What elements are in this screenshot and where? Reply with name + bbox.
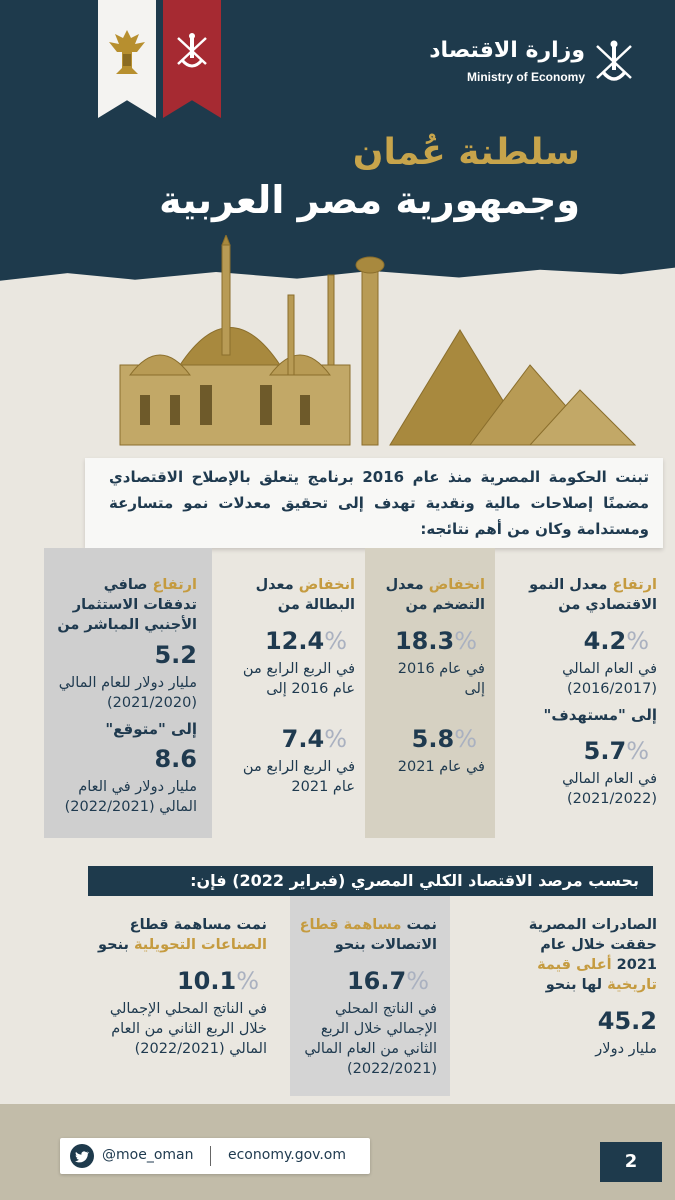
telecom-note: في الناتج المحلي الإجمالي خلال الربع الثاني من العام المالي (2022/2021) [304, 1001, 437, 1077]
growth-value-2: 5.7% [583, 737, 649, 765]
fdi-note-2: مليار دولار في العام المالي (2022/2021) [64, 779, 197, 815]
telecom-value: 16.7% [346, 967, 429, 995]
inflation-note-1: في عام 2016 إلى [397, 661, 485, 697]
percent-sign: % [626, 627, 649, 655]
exports-indicator [507, 915, 657, 1059]
exports-heading: الصادرات المصرية حققت خلال عام 2021 أعلى قيمة تاريخية لها بنحو [528, 917, 657, 993]
growth-target: إلى "مستهدف" [543, 706, 657, 724]
fdi-value-2: 8.6 [154, 745, 197, 773]
growth-note-1: في العام المالي (2016/2017) [562, 661, 657, 697]
ministry-name-en: Ministry of Economy [466, 70, 585, 84]
khanjar-emblem-icon [591, 38, 637, 84]
percent-sign: % [324, 627, 347, 655]
title-oman: سلطنة عُمان [352, 132, 580, 173]
growth-indicator [507, 575, 657, 809]
growth-value-1: 4.2% [583, 627, 649, 655]
exports-value: 45.2 [597, 1007, 657, 1035]
fdi-target: إلى "متوقع" [105, 720, 197, 738]
percent-sign: % [324, 725, 347, 753]
percent-sign: % [406, 967, 429, 995]
social-bar [60, 1138, 370, 1174]
divider [210, 1146, 211, 1166]
intro-card [85, 458, 663, 548]
unemployment-heading: انخفاض معدل البطالة من [255, 577, 355, 613]
fdi-indicator [47, 575, 197, 817]
fdi-value-1: 5.2 [154, 641, 197, 669]
percent-sign: % [626, 737, 649, 765]
manufacturing-value: 10.1% [176, 967, 259, 995]
inflation-value-1: 18.3% [394, 627, 477, 655]
twitter-icon[interactable] [70, 1144, 94, 1168]
intro-text: تبنت الحكومة المصرية منذ عام 2016 برنامج يتعلق بالإصلاح الاقتصادي مضمنًا إصلاحات مالية ونقدية تهدف إلى تحقيق معدلات نمو متسارعة ومستدامة وكان من أهم نتائجه: [109, 468, 649, 538]
inflation-heading: انخفاض معدل التضخم من [385, 577, 485, 613]
observatory-band: بحسب مرصد الاقتصاد الكلي المصري (فبراير 2022) فإن: [88, 866, 653, 896]
percent-sign: % [236, 967, 259, 995]
landmarks-illustration [60, 235, 650, 460]
unemployment-value-2: 7.4% [281, 725, 347, 753]
percent-sign: % [454, 725, 477, 753]
telecom-indicator [299, 915, 437, 1079]
percent-sign: % [454, 627, 477, 655]
page-number: 2 [600, 1142, 662, 1182]
unemployment-note-1: في الربع الرابع من عام 2016 إلى [242, 661, 355, 697]
inflation-indicator [375, 575, 485, 777]
exports-unit: مليار دولار [595, 1041, 657, 1057]
egypt-eagle-icon [108, 28, 146, 76]
manufacturing-note: في الناتج المحلي الإجمالي خلال الربع الثاني من العام المالي (2022/2021) [109, 1001, 267, 1057]
unemployment-note-2: في الربع الرابع من عام 2021 [242, 759, 355, 795]
fdi-note-1: مليار دولار للعام المالي (2021/2020) [58, 675, 197, 711]
ministry-logo [425, 36, 645, 96]
fdi-heading: ارتفاع صافي تدفقات الاستثمار الأجنبي المباشر من [57, 577, 197, 633]
inflation-note-2: في عام 2021 [397, 759, 485, 775]
website-link[interactable]: economy.gov.om [228, 1147, 346, 1163]
unemployment-indicator [225, 575, 355, 797]
manufacturing-heading: نمت مساهمة قطاع الصناعات التحويلية بنحو [98, 917, 267, 953]
twitter-handle[interactable]: @moe_oman [102, 1147, 194, 1163]
growth-heading: ارتفاع معدل النمو الاقتصادي من [529, 577, 657, 613]
manufacturing-indicator [89, 915, 267, 1059]
oman-emblem-icon [172, 30, 212, 70]
growth-note-2: في العام المالي (2021/2022) [562, 771, 657, 807]
title-egypt: وجمهورية مصر العربية [159, 178, 580, 222]
unemployment-value-1: 12.4% [264, 627, 347, 655]
telecom-heading: نمت مساهمة قطاع الاتصالات بنحو [299, 917, 437, 953]
ministry-name-ar: وزارة الاقتصاد [429, 38, 585, 63]
inflation-value-2: 5.8% [411, 725, 477, 753]
